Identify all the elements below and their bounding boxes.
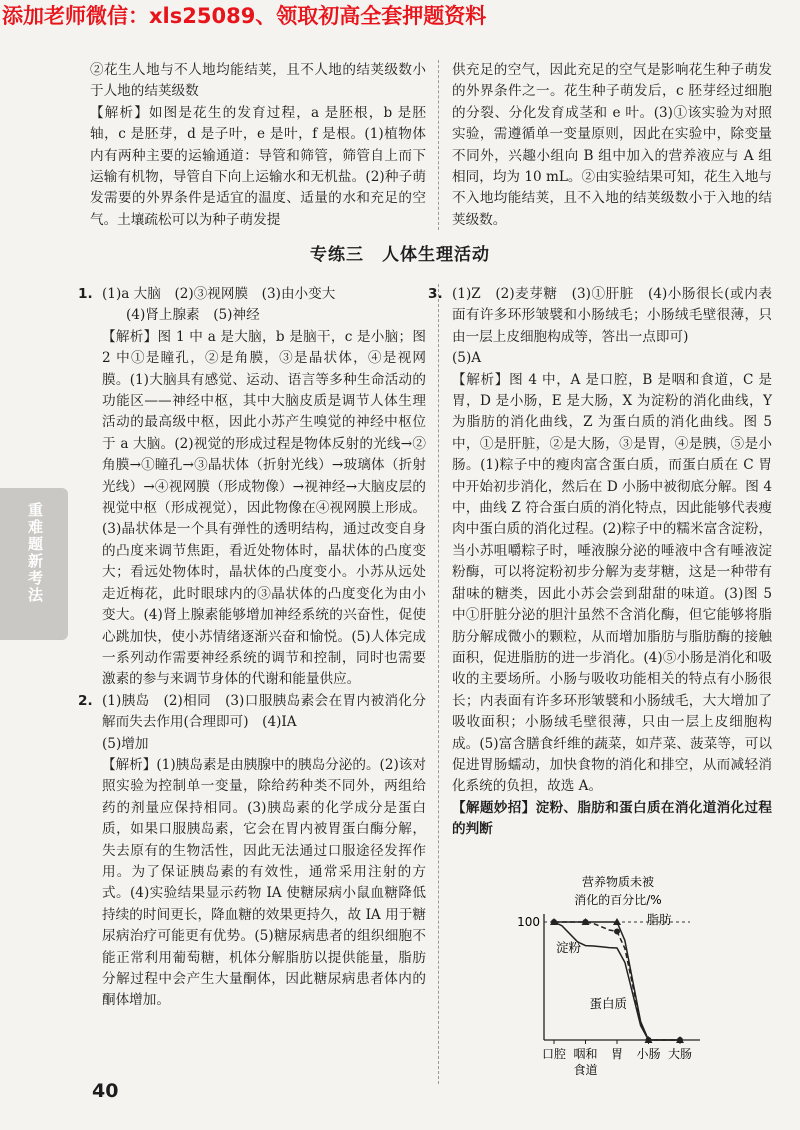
right-column — [428, 284, 772, 841]
question-3 — [428, 284, 772, 841]
question-number: 1. — [78, 286, 93, 302]
page-number: 40 — [92, 1080, 119, 1102]
question-number: 3. — [428, 286, 443, 302]
answer-line: (1)Z (2)麦芽糖 (3)①肝脏 (4)小肠很长(或内表面有许多环形皱襞和小肠绒毛；小肠绒毛壁很薄，只由一层上皮细胞构成等，答出一点即可) — [452, 286, 772, 345]
x-tick-label: 小肠 — [636, 1047, 661, 1061]
series-label: 淀粉 — [556, 940, 582, 955]
x-tick-label: 口腔 — [541, 1047, 567, 1061]
answer-line: (1)胰岛 (2)相同 (3)口服胰岛素会在胃内被消化分解而失去作用(合理即可) (4)IA — [102, 692, 426, 731]
prev-answer-tail: ②花生人地与不人地均能结荚，且不人地的结荚级数小于人地的结荚级数 — [90, 62, 426, 100]
side-tab-label: 重难题新考法 — [26, 502, 44, 604]
x-tick-label: 胃 — [610, 1047, 624, 1061]
x-tick-label: 大肠 — [667, 1047, 693, 1061]
top-right-column — [452, 60, 772, 231]
question-2 — [78, 691, 426, 1012]
section-title: 专练三 人体生理活动 — [310, 245, 490, 265]
prev-analysis-continued: 供充足的空气，因此充足的空气是影响花生种子萌发的外界条件之一。花生种子萌发后，c 胚芽经过细胞的分裂、分化发育成茎和 e 叶。(3)①该实验为对照实验，需遵循单一变量原则，因此在实验中，除变量不同外，兴趣小组向 B 组中加入的营养液应与 A 组相同，均为 10 mL。②由实验结果可知，花生入地与不入地均能结荚，且不入地的结荚级数小于入地的结荚级数。 — [452, 62, 772, 228]
answer-line: (5)增加 — [102, 735, 149, 752]
analysis-text: 【解析】(1)胰岛素是由胰腺中的胰岛分泌的。(2)该对照实验为控制单一变量，除给药种类不同外，两组给药的剂量应保持相同。(3)胰岛素的化学成分是蛋白质，如果口服胰岛素，它会在胃内被胃蛋白酶分解，失去原有的生物活性，因此无法通过口服途径发挥作用。为了保证胰岛素的有效性，通常采用注射的方式。(4)实验结果显示药物 IA 使糖尿病小鼠血糖降低持续的时间更长，降血糖的效果更持久，故 IA 用于糖尿病治疗可能更有优势。(5)糖尿病患者的组织细胞不能正常利用葡萄糖，机体分解脂肪以提供能量，脂肪分解过程中会产生大量酮体，因此糖尿病患者体内的酮体增加。 — [102, 756, 426, 1009]
series-label: 脂肪 — [646, 912, 672, 927]
side-tab — [0, 488, 68, 640]
answer-line: (5)A — [452, 350, 482, 367]
answer-line: (4)肾上腺素 (5)神经 — [126, 307, 260, 324]
question-number: 2. — [78, 692, 93, 709]
y-tick-label: 100 — [517, 915, 540, 929]
data-point — [614, 928, 620, 934]
prev-analysis: 【解析】如图是花生的发育过程，a 是胚根，b 是胚轴，c 是胚芽，d 是子叶，e 是叶，f 是根。(1)植物体内有两种主要的运输通道：导管和筛管，筛管自上而下运输有机物，导管自下向上运输水和无机盐。(2)种子萌发需要的外界条件是适宜的温度、适量的水和充足的空气。土壤疏松可以为种子萌发提 — [90, 104, 426, 228]
top-left-column — [90, 60, 426, 231]
column-divider-top — [438, 60, 439, 230]
series-label: 蛋白质 — [589, 996, 628, 1011]
promo-banner: 添加老师微信：xls25089、领取初高全套押题资料 — [2, 4, 487, 28]
chart-title: 营养物质未被消化的百分比/% — [574, 875, 662, 907]
left-column — [78, 284, 426, 1012]
question-1 — [78, 284, 426, 691]
tip-heading: 【解题妙招】淀粉、脂肪和蛋白质在消化道消化过程的判断 — [452, 799, 772, 838]
analysis-text: 【解析】图 1 中 a 是大脑，b 是脑干，c 是小脑；图 2 中①是瞳孔，②是角膜，③是晶状体，④是视网膜。(1)大脑具有感觉、运动、语言等多种生命活动的功能区——神经中枢，其中大脑皮质是调节人体生理活动的最高级中枢，因此小苏产生嗅觉的神经中枢位于 a 大脑。(2)视觉的形成过程是物体反射的光线→②角膜→①瞳孔→③晶状体（折射光线）→玻璃体（折射光线）→④视网膜（形成物像）→视神经→大脑皮层的视觉中枢（形成视觉），因此物像在④视网膜上形成。(3)晶状体是一个具有弹性的透明结构，通过改变自身的凸度来调节焦距，看近处物体时，晶状体的凸度变大；看远处物体时，晶状体的凸度变小。小苏从远处走近梅花，此时眼球内的③晶状体的凸度变化为由小变大。(4)肾上腺素能够增加神经系统的兴奋性，促使心跳加快，使小苏情绪逐渐兴奋和愉悦。(5)人体完成一系列动作需要神经系统的调节和控制，同时也需要激素的参与来调节身体的代谢和能量供应。 — [102, 328, 426, 688]
x-tick-label: 咽和食道 — [573, 1047, 598, 1077]
digestion-chart — [500, 872, 730, 1082]
answer-line: (1)a 大脑 (2)③视网膜 (3)由小变大 — [102, 286, 336, 302]
analysis-text: 【解析】图 4 中，A 是口腔，B 是咽和食道，C 是胃，D 是小肠，E 是大肠，X 为淀粉的消化曲线，Y 为脂肪的消化曲线，Z 为蛋白质的消化曲线。图 5 中，①是肝脏，②是大肠，③是胃，④是胰，⑤是小肠。(1)粽子中的瘦肉富含蛋白质，而蛋白质在 C 胃中开始初步消化，然后在 D 小肠中被彻底分解。图 4 中，曲线 Z 符合蛋白质的消化特点，因此能够代表瘦肉中蛋白质的消化过程。(2)粽子中的糯米富含淀粉，当小苏咀嚼粽子时，唾液腺分泌的唾液中含有唾液淀粉酶，可以将淀粉初步分解为麦芽糖，这是一种带有甜味的糖类，因此小苏会尝到甜甜的味道。(3)图 5 中①肝脏分泌的胆汁虽然不含消化酶，但它能够将脂肪分解成微小的颗粒，从而增加脂肪与脂肪酶的接触面积，促进脂肪的进一步消化。(4)⑤小肠是消化和吸收的主要场所。小肠与吸收功能相关的特点有小肠很长；内表面有许多环形皱襞和小肠绒毛，大大增加了吸收面积；小肠绒毛壁很薄，只由一层上皮细胞构成。(5)富含膳食纤维的蔬菜，如芹菜、菠菜等，可以促进胃肠蠕动，加快食物的消化和排空，从而减轻消化系统的负担，故选 A。 — [452, 371, 772, 795]
